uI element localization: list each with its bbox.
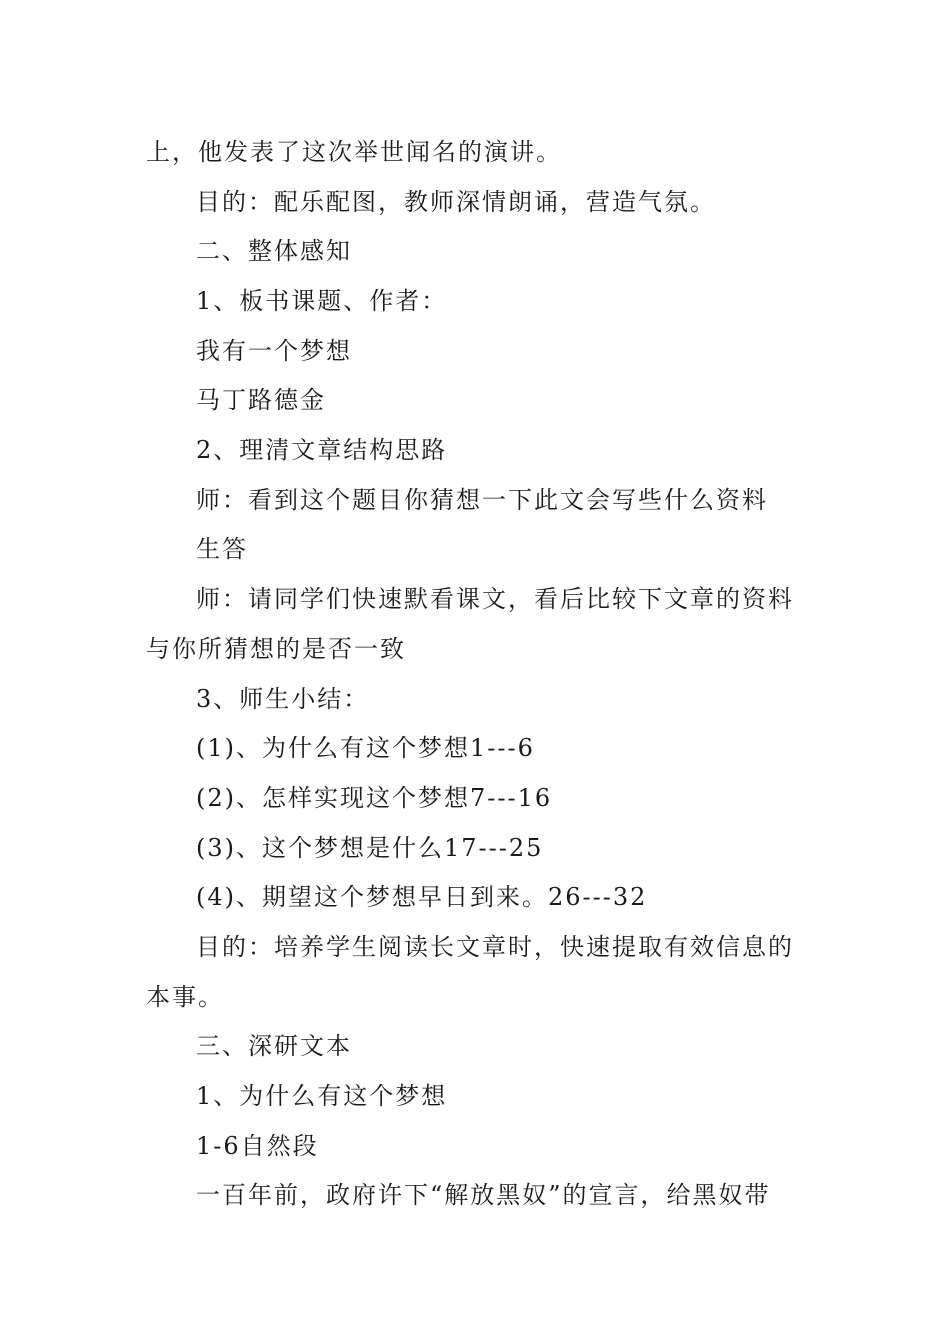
list-item: (1)、为什么有这个梦想1---6 [196,734,535,762]
text-line: 3、师生小结： [196,685,370,713]
text-line: 本事。 [146,983,224,1011]
text-line: 1、为什么有这个梦想 [196,1082,448,1110]
text-line: 目的：配乐配图，教师深情朗诵，营造气氛。 [196,188,716,216]
text-line: 一百年前，政府许下“解放黑奴”的宣言，给黑奴带 [196,1181,771,1209]
text-line: 生答 [196,535,248,563]
text-line: 与你所猜想的是否一致 [146,635,406,663]
text-line: 马丁路德金 [196,386,326,414]
text-line: 师：看到这个题目你猜想一下此文会写些什么资料 [196,486,768,514]
list-item: (3)、这个梦想是什么17---25 [196,834,544,862]
section-heading: 三、深研文本 [196,1032,352,1060]
text-line: 1-6自然段 [196,1132,319,1160]
text-line: 上，他发表了这次举世闻名的演讲。 [146,138,562,166]
list-item: (2)、怎样实现这个梦想7---16 [196,784,553,812]
text-line: 我有一个梦想 [196,337,352,365]
list-item: (4)、期望这个梦想早日到来。26---32 [196,883,648,911]
text-line: 2、理清文章结构思路 [196,436,448,464]
section-heading: 二、整体感知 [196,237,352,265]
text-line: 目的：培养学生阅读长文章时，快速提取有效信息的 [196,933,794,961]
text-line: 师：请同学们快速默看课文，看后比较下文章的资料 [196,585,794,613]
text-line: 1、板书课题、作者： [196,287,448,315]
